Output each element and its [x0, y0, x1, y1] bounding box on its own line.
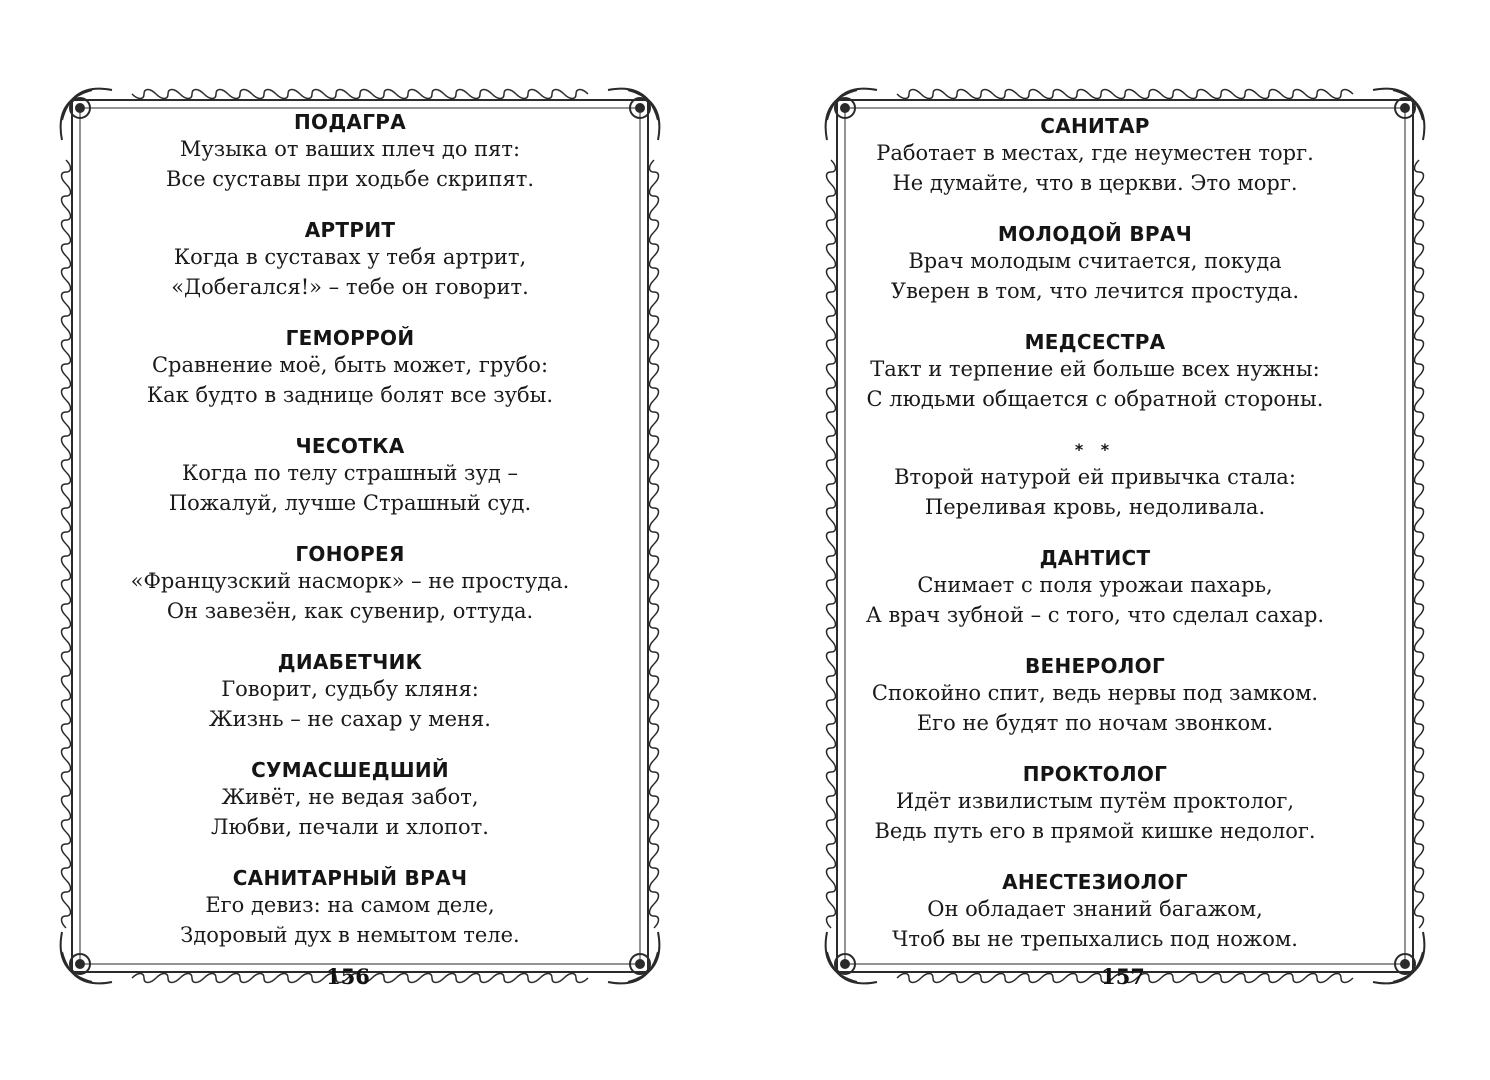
- poem-entry: [110, 542, 590, 650]
- entry-title: САНИТАРНЫЙ ВРАЧ: [232, 866, 468, 890]
- entry-line: Любви, печали и хлопот.: [211, 815, 489, 839]
- entry-line: Спокойно спит, ведь нервы под замком.: [871, 681, 1319, 705]
- poem-entry: [110, 110, 590, 218]
- entry-line: Музыка от ваших плеч до пят:: [179, 137, 521, 161]
- entry-line: Сравнение моё, быть может, грубо:: [151, 353, 549, 377]
- poem-entry: [110, 218, 590, 326]
- entry-line: А врач зубной – с того, что сделал сахар.: [865, 603, 1325, 627]
- entry-title: ДАНТИСТ: [1039, 546, 1151, 570]
- entry-title: ПРОКТОЛОГ: [1022, 762, 1168, 786]
- poem-entry: [855, 222, 1335, 330]
- entry-line: Здоровый дух в немытом теле.: [180, 923, 520, 947]
- entry-title: ГОНОРЕЯ: [295, 542, 405, 566]
- poem-entry: [855, 546, 1335, 654]
- entry-title: АРТРИТ: [304, 218, 396, 242]
- poem-entry: [110, 758, 590, 866]
- entry-line: С людьми общается с обратной стороны.: [866, 387, 1324, 411]
- entry-line: Не думайте, что в церкви. Это морг.: [892, 171, 1298, 195]
- entry-title: ВЕНЕРОЛОГ: [1024, 654, 1166, 678]
- poem-entry: [855, 762, 1335, 870]
- entry-line: Жизнь – не сахар у меня.: [209, 707, 491, 731]
- section-stars: * *: [1074, 440, 1116, 459]
- entry-title: САНИТАР: [1040, 114, 1150, 138]
- poem-entry: [855, 438, 1335, 546]
- entry-line: Переливая кровь, недоливала.: [924, 495, 1266, 519]
- entry-title: ГЕМОРРОЙ: [285, 326, 415, 350]
- entry-line: Все суставы при ходьбе скрипят.: [165, 167, 535, 191]
- entry-line: Снимает с поля урожаи пахарь,: [917, 573, 1273, 597]
- right-page: [745, 0, 1490, 1080]
- poem-entry: [110, 866, 590, 974]
- entry-line: Ведь путь его в прямой кишке недолог.: [874, 819, 1316, 843]
- entry-line: Его не будят по ночам звонком.: [916, 711, 1274, 735]
- entry-line: Когда по телу страшный зуд –: [182, 461, 518, 485]
- entry-line: Он завезён, как сувенир, оттуда.: [166, 599, 534, 623]
- entry-line: Пожалуй, лучше Страшный суд.: [168, 491, 532, 515]
- poem-entry: [110, 650, 590, 758]
- entry-line: Идёт извилистым путём проктолог,: [895, 789, 1295, 813]
- entry-line: Врач молодым считается, покуда: [908, 249, 1282, 273]
- entry-line: «Добегался!» – тебе он говорит.: [171, 275, 529, 299]
- poem-entry: [855, 654, 1335, 762]
- entry-title: СУМАСШЕДШИЙ: [251, 758, 449, 782]
- poem-entry: [855, 330, 1335, 438]
- entry-line: «Французский насморк» – не простуда.: [130, 569, 570, 593]
- entry-line: Его девиз: на самом деле,: [205, 893, 495, 917]
- entry-line: Говорит, судьбу кляня:: [221, 677, 479, 701]
- entry-line: Уверен в том, что лечится простуда.: [890, 279, 1300, 303]
- entry-line: Живёт, не ведая забот,: [221, 785, 479, 809]
- page-number: 156: [326, 964, 370, 989]
- right-page-text: [855, 114, 1335, 978]
- poem-entry: [110, 326, 590, 434]
- entry-line: Как будто в заднице болят все зубы.: [146, 383, 554, 407]
- poem-entry: [855, 114, 1335, 222]
- entry-title: МОЛОДОЙ ВРАЧ: [997, 222, 1193, 246]
- entry-line: Чтоб вы не трепыхались под ножом.: [892, 927, 1298, 951]
- left-page-text: [110, 110, 590, 974]
- entry-title: МЕДСЕСТРА: [1024, 330, 1166, 354]
- entry-title: ДИАБЕТЧИК: [277, 650, 423, 674]
- entry-line: Работает в местах, где неуместен торг.: [876, 141, 1314, 165]
- entry-line: Он обладает знаний багажом,: [927, 897, 1263, 921]
- entry-line: Второй натурой ей привычка стала:: [894, 465, 1296, 489]
- entry-title: ПОДАГРА: [293, 110, 406, 134]
- entry-line: Такт и терпение ей больше всех нужны:: [870, 357, 1320, 381]
- entry-title: ЧЕСОТКА: [295, 434, 405, 458]
- entry-title: АНЕСТЕЗИОЛОГ: [1002, 870, 1188, 894]
- page-number: 157: [1101, 964, 1145, 989]
- poem-entry: [110, 434, 590, 542]
- entry-line: Когда в суставах у тебя артрит,: [173, 245, 527, 269]
